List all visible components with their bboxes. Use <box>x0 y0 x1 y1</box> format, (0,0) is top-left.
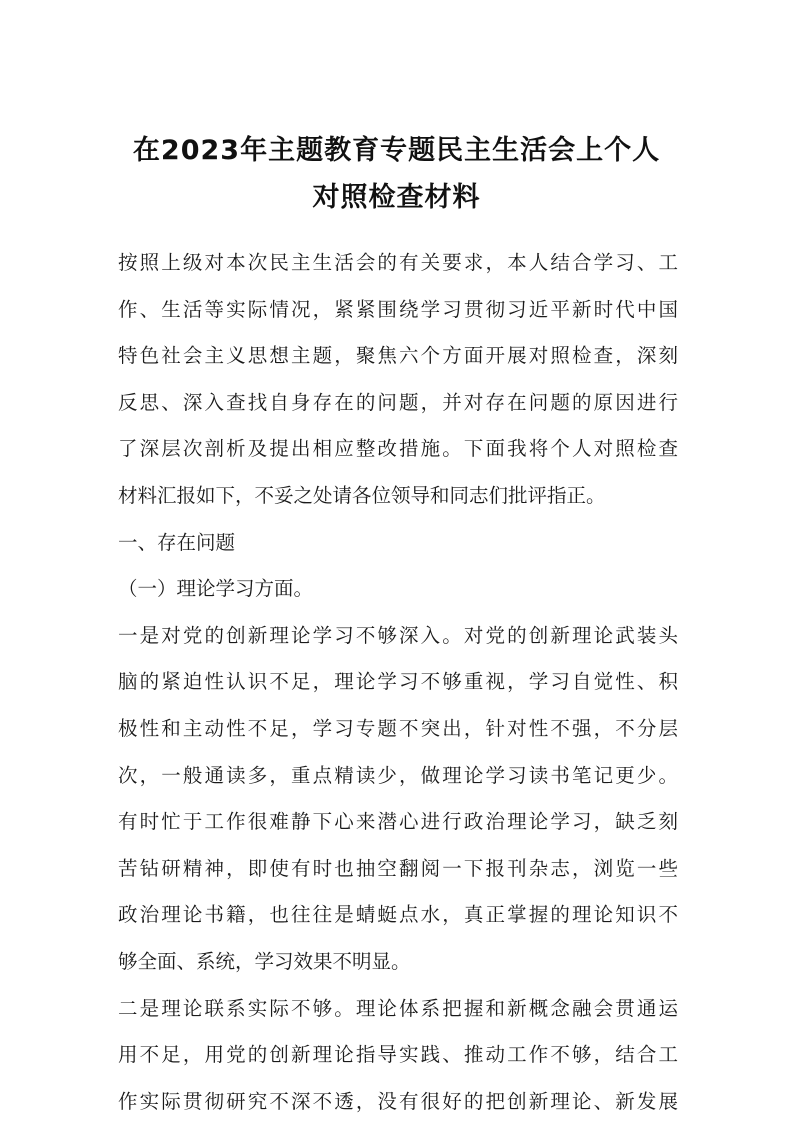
body-text-line: 一是对党的创新理论学习不够深入。对党的创新理论武装头 <box>118 623 678 647</box>
body-text-line: 按照上级对本次民主生活会的有关要求，本人结合学习、工 <box>118 251 678 274</box>
body-text-line: 脑的紧迫性认识不足，理论学习不够重视，学习自觉性、积 <box>118 670 678 694</box>
body-text-line: 极性和主动性不足，学习专题不突出，针对性不强，不分层 <box>118 717 678 740</box>
body-text-line: （一）理论学习方面。 <box>118 577 314 601</box>
document-title-line-1: 在2023年主题教育专题民主生活会上个人 <box>132 135 661 166</box>
body-text-line: 一、存在问题 <box>118 530 236 554</box>
body-text-line: 次，一般通读多，重点精读少，做理论学习读书笔记更少。 <box>118 763 678 787</box>
body-text-line: 材料汇报如下，不妥之处请各位领导和同志们批评指正。 <box>118 484 606 507</box>
body-text-line: 有时忙于工作很难静下心来潜心进行政治理论学习，缺乏刻 <box>118 810 678 834</box>
body-text-line: 反思、深入查找自身存在的问题，并对存在问题的原因进行 <box>118 390 678 414</box>
body-text-line: 作、生活等实际情况，紧紧围绕学习贯彻习近平新时代中国 <box>118 297 678 321</box>
body-text-line: 特色社会主义思想主题，聚焦六个方面开展对照检查，深刻 <box>118 344 678 368</box>
body-text-line: 政治理论书籍，也往往是蜻蜓点水，真正掌握的理论知识不 <box>118 903 678 927</box>
body-text-line: 作实际贯彻研究不深不透，没有很好的把创新理论、新发展 <box>118 1089 678 1113</box>
body-text-line: 了深层次剖析及提出相应整改措施。下面我将个人对照检查 <box>118 437 678 461</box>
body-text-line: 用不足，用党的创新理论指导实践、推动工作不够，结合工 <box>118 1043 678 1067</box>
body-text-line: 够全面、系统，学习效果不明显。 <box>118 950 411 973</box>
body-text-line: 苦钻研精神，即使有时也抽空翻阅一下报刊杂志，浏览一些 <box>118 856 678 880</box>
document-title-line-2: 对照检查材料 <box>312 182 481 213</box>
body-text-line: 二是理论联系实际不够。理论体系把握和新概念融会贯通运 <box>118 996 678 1020</box>
